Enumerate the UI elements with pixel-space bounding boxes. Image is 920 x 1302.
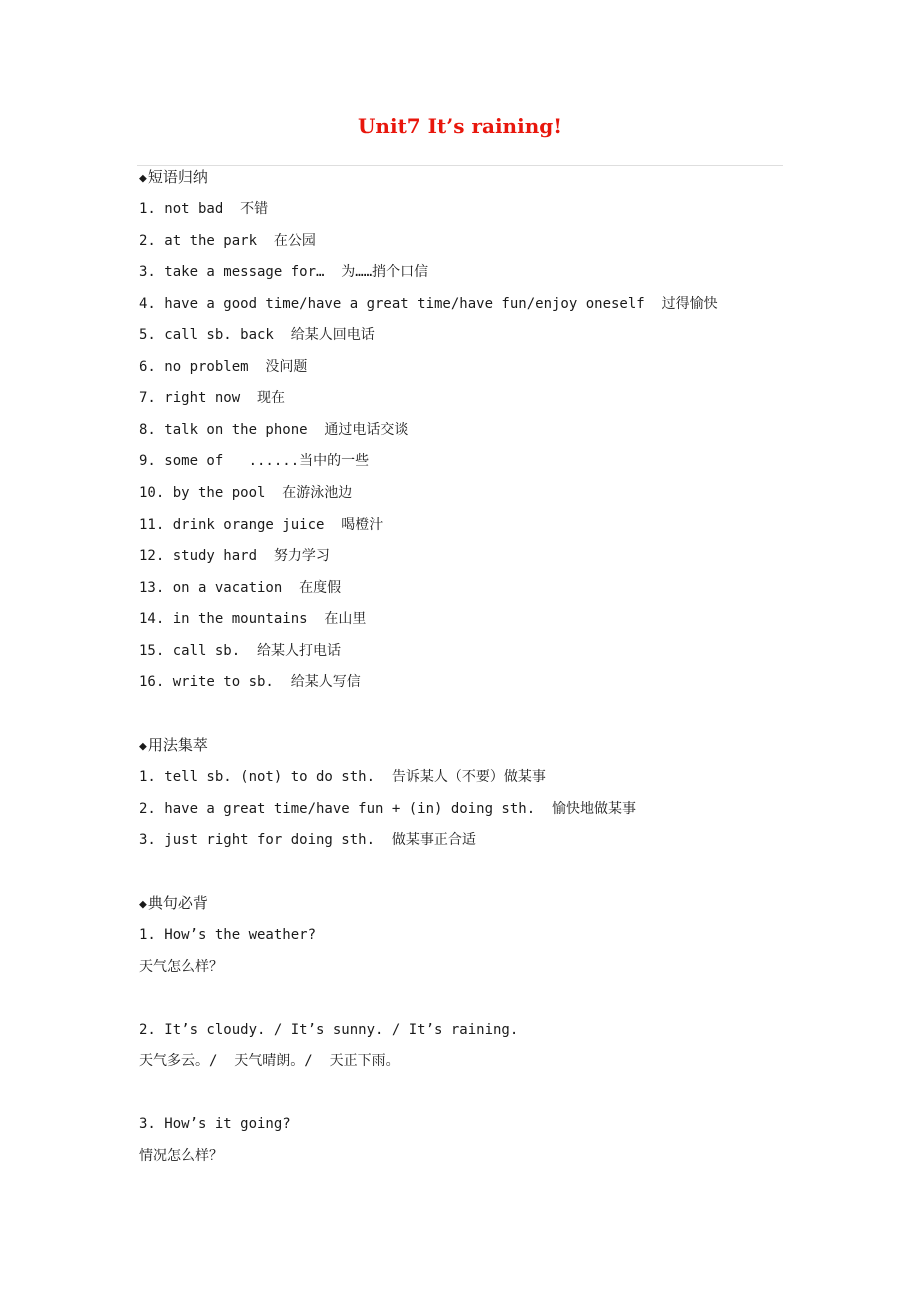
document-title: Unit7 It’s raining! bbox=[357, 114, 562, 138]
usage-item: 1. tell sb. (not) to do sth. 告诉某人（不要）做某事 bbox=[139, 769, 546, 785]
section-heading-label: 短语归纳 bbox=[147, 168, 208, 186]
usage-item: 3. just right for doing sth. 做某事正合适 bbox=[139, 832, 476, 848]
sentence-english: 1. How’s the weather? bbox=[139, 927, 317, 943]
title-divider bbox=[137, 165, 783, 166]
section-heading-sentences bbox=[139, 893, 208, 913]
phrase-item: 4. have a good time/have a great time/have fun/enjoy oneself 过得愉快 bbox=[139, 296, 718, 312]
phrase-item: 2. at the park 在公园 bbox=[139, 233, 316, 249]
phrase-item: 12. study hard 努力学习 bbox=[139, 548, 330, 564]
sentence-chinese: 天气多云。/ 天气晴朗。/ 天正下雨。 bbox=[139, 1053, 400, 1069]
sentence-english: 2. It’s cloudy. / It’s sunny. / It’s raining. bbox=[139, 1022, 519, 1038]
diamond-bullet-icon: ◆ bbox=[139, 897, 147, 912]
sentence-chinese: 情况怎么样？ bbox=[139, 1148, 223, 1164]
diamond-bullet-icon: ◆ bbox=[139, 739, 147, 754]
phrase-item: 9. some of ......当中的一些 bbox=[139, 453, 370, 469]
phrase-item: 6. no problem 没问题 bbox=[139, 359, 308, 375]
phrase-item: 7. right now 现在 bbox=[139, 390, 286, 406]
phrase-item: 3. take a message for… 为……捎个口信 bbox=[139, 264, 429, 280]
phrase-item: 14. in the mountains 在山里 bbox=[139, 611, 367, 627]
section-heading-usage bbox=[139, 735, 208, 755]
phrase-item: 1. not bad 不错 bbox=[139, 201, 269, 217]
section-heading-label: 典句必背 bbox=[147, 894, 208, 912]
section-heading-label: 用法集萃 bbox=[147, 736, 208, 754]
sentence-chinese: 天气怎么样？ bbox=[139, 959, 223, 975]
phrase-item: 8. talk on the phone 通过电话交谈 bbox=[139, 422, 409, 438]
phrase-item: 16. write to sb. 给某人写信 bbox=[139, 674, 361, 690]
sentence-english: 3. How’s it going? bbox=[139, 1116, 291, 1132]
section-heading-phrases bbox=[139, 167, 208, 187]
phrase-item: 11. drink orange juice 喝橙汁 bbox=[139, 517, 384, 533]
phrase-item: 13. on a vacation 在度假 bbox=[139, 580, 342, 596]
phrase-item: 5. call sb. back 给某人回电话 bbox=[139, 327, 375, 343]
usage-item: 2. have a great time/have fun + (in) doing sth. 愉快地做某事 bbox=[139, 801, 637, 817]
phrase-item: 10. by the pool 在游泳池边 bbox=[139, 485, 353, 501]
diamond-bullet-icon: ◆ bbox=[139, 171, 147, 186]
phrase-item: 15. call sb. 给某人打电话 bbox=[139, 643, 342, 659]
